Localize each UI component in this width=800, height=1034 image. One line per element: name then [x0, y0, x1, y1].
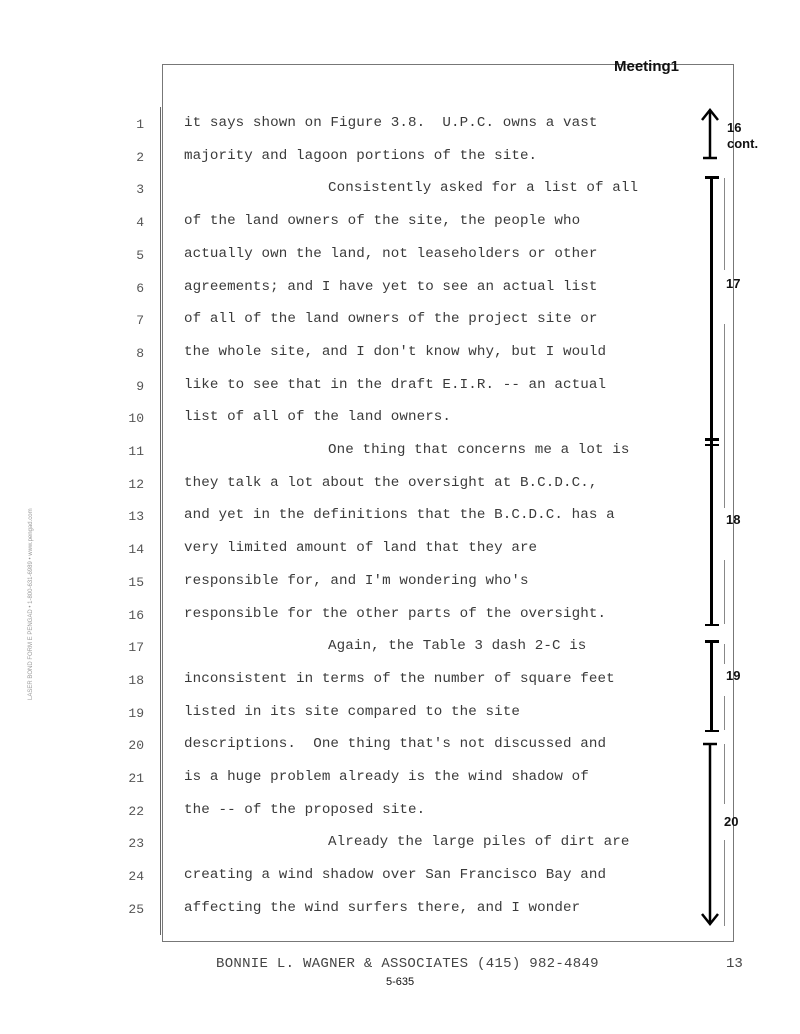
line-number: 11 — [128, 444, 144, 459]
transcript-line: Already the large piles of dirt are — [328, 834, 630, 850]
comment-16-label — [727, 120, 758, 152]
transcript-line: agreements; and I have yet to see an actual list — [184, 279, 598, 295]
comment-18-number: 18 — [726, 512, 741, 527]
line-number: 16 — [128, 608, 144, 623]
form-vendor-side-text: LASER BOND FORM E PENGAD • 1-800-631-6989 • www.pengad.com — [28, 508, 34, 700]
line-number: 2 — [136, 150, 144, 165]
transcript-line: descriptions. One thing that's not discussed and — [184, 736, 607, 752]
line-number: 19 — [128, 706, 144, 721]
transcript-line: responsible for the other parts of the oversight. — [184, 606, 607, 622]
transcript-line: creating a wind shadow over San Francisco Bay and — [184, 867, 607, 883]
transcript-line: like to see that in the draft E.I.R. -- an actual — [184, 377, 607, 393]
line-number: 4 — [136, 215, 144, 230]
comment-17-number: 17 — [726, 276, 741, 291]
line-number: 22 — [128, 804, 144, 819]
transcript-line: list of all of the land owners. — [184, 409, 452, 425]
transcript-line: listed in its site compared to the site — [184, 704, 520, 720]
comment-20-number: 20 — [724, 814, 739, 829]
comment-16-bracket-arrow-icon — [698, 106, 722, 160]
transcript-line: the -- of the proposed site. — [184, 802, 426, 818]
line-number: 10 — [128, 411, 144, 426]
comment-20-bracket-arrow-icon — [698, 740, 722, 930]
line-number: 9 — [136, 379, 144, 394]
transcript-line: inconsistent in terms of the number of square feet — [184, 671, 615, 687]
line-number-margin-rule — [160, 107, 161, 935]
line-number: 23 — [128, 836, 144, 851]
comment-20-side-rule-bottom — [724, 840, 725, 926]
meeting-stamp: Meeting1 — [614, 58, 680, 75]
comment-17-side-rule-top — [724, 178, 725, 270]
line-number: 15 — [128, 575, 144, 590]
comment-18-side-rule-bottom — [724, 560, 725, 624]
line-number: 8 — [136, 346, 144, 361]
transcript-line: Again, the Table 3 dash 2-C is — [328, 638, 587, 654]
comment-18-bracket — [705, 438, 719, 626]
line-number: 14 — [128, 542, 144, 557]
transcript-line: is a huge problem already is the wind shadow of — [184, 769, 589, 785]
comment-17-side-rule-bottom — [724, 324, 725, 442]
line-number: 21 — [128, 771, 144, 786]
transcript-line: very limited amount of land that they are — [184, 540, 538, 556]
line-number: 1 — [136, 117, 144, 132]
comment-19-number: 19 — [726, 668, 741, 683]
line-number: 7 — [136, 313, 144, 328]
transcript-line: of the land owners of the site, the people who — [184, 213, 581, 229]
comment-17-bracket — [705, 176, 719, 446]
page-number: 13 — [726, 956, 743, 972]
transcript-line: One thing that concerns me a lot is — [328, 442, 630, 458]
transcript-line: of all of the land owners of the project site or — [184, 311, 598, 327]
line-number: 25 — [128, 902, 144, 917]
line-number: 20 — [128, 738, 144, 753]
comment-20-side-rule-top — [724, 744, 725, 804]
comment-16-number: 16 — [727, 120, 742, 135]
line-number: 13 — [128, 509, 144, 524]
transcript-line: majority and lagoon portions of the site. — [184, 148, 538, 164]
transcript-line: they talk a lot about the oversight at B.C.D.C., — [184, 475, 598, 491]
line-number: 12 — [128, 477, 144, 492]
line-number: 24 — [128, 869, 144, 884]
line-number: 17 — [128, 640, 144, 655]
transcript-line: responsible for, and I'm wondering who's — [184, 573, 529, 589]
transcript-line: affecting the wind surfers there, and I wonder — [184, 900, 581, 916]
comment-16-cont: cont. — [727, 136, 759, 151]
comment-19-side-rule-top — [724, 644, 725, 664]
line-number: 18 — [128, 673, 144, 688]
transcript-line: it says shown on Figure 3.8. U.P.C. owns a vast — [184, 115, 598, 131]
transcript-line: Consistently asked for a list of all — [328, 180, 639, 196]
line-number: 5 — [136, 248, 144, 263]
transcript-line: and yet in the definitions that the B.C.D.C. has a — [184, 507, 615, 523]
comment-19-bracket — [705, 640, 719, 732]
document-code: 5-635 — [386, 976, 415, 988]
line-number: 6 — [136, 281, 144, 296]
line-number: 3 — [136, 182, 144, 197]
transcript-line: the whole site, and I don't know why, but I would — [184, 344, 607, 360]
transcript-line: actually own the land, not leaseholders or other — [184, 246, 598, 262]
footer-firm: BONNIE L. WAGNER & ASSOCIATES (415) 982-4849 — [216, 956, 599, 972]
comment-18-side-rule-top — [724, 442, 725, 508]
comment-19-side-rule-bottom — [724, 696, 725, 730]
